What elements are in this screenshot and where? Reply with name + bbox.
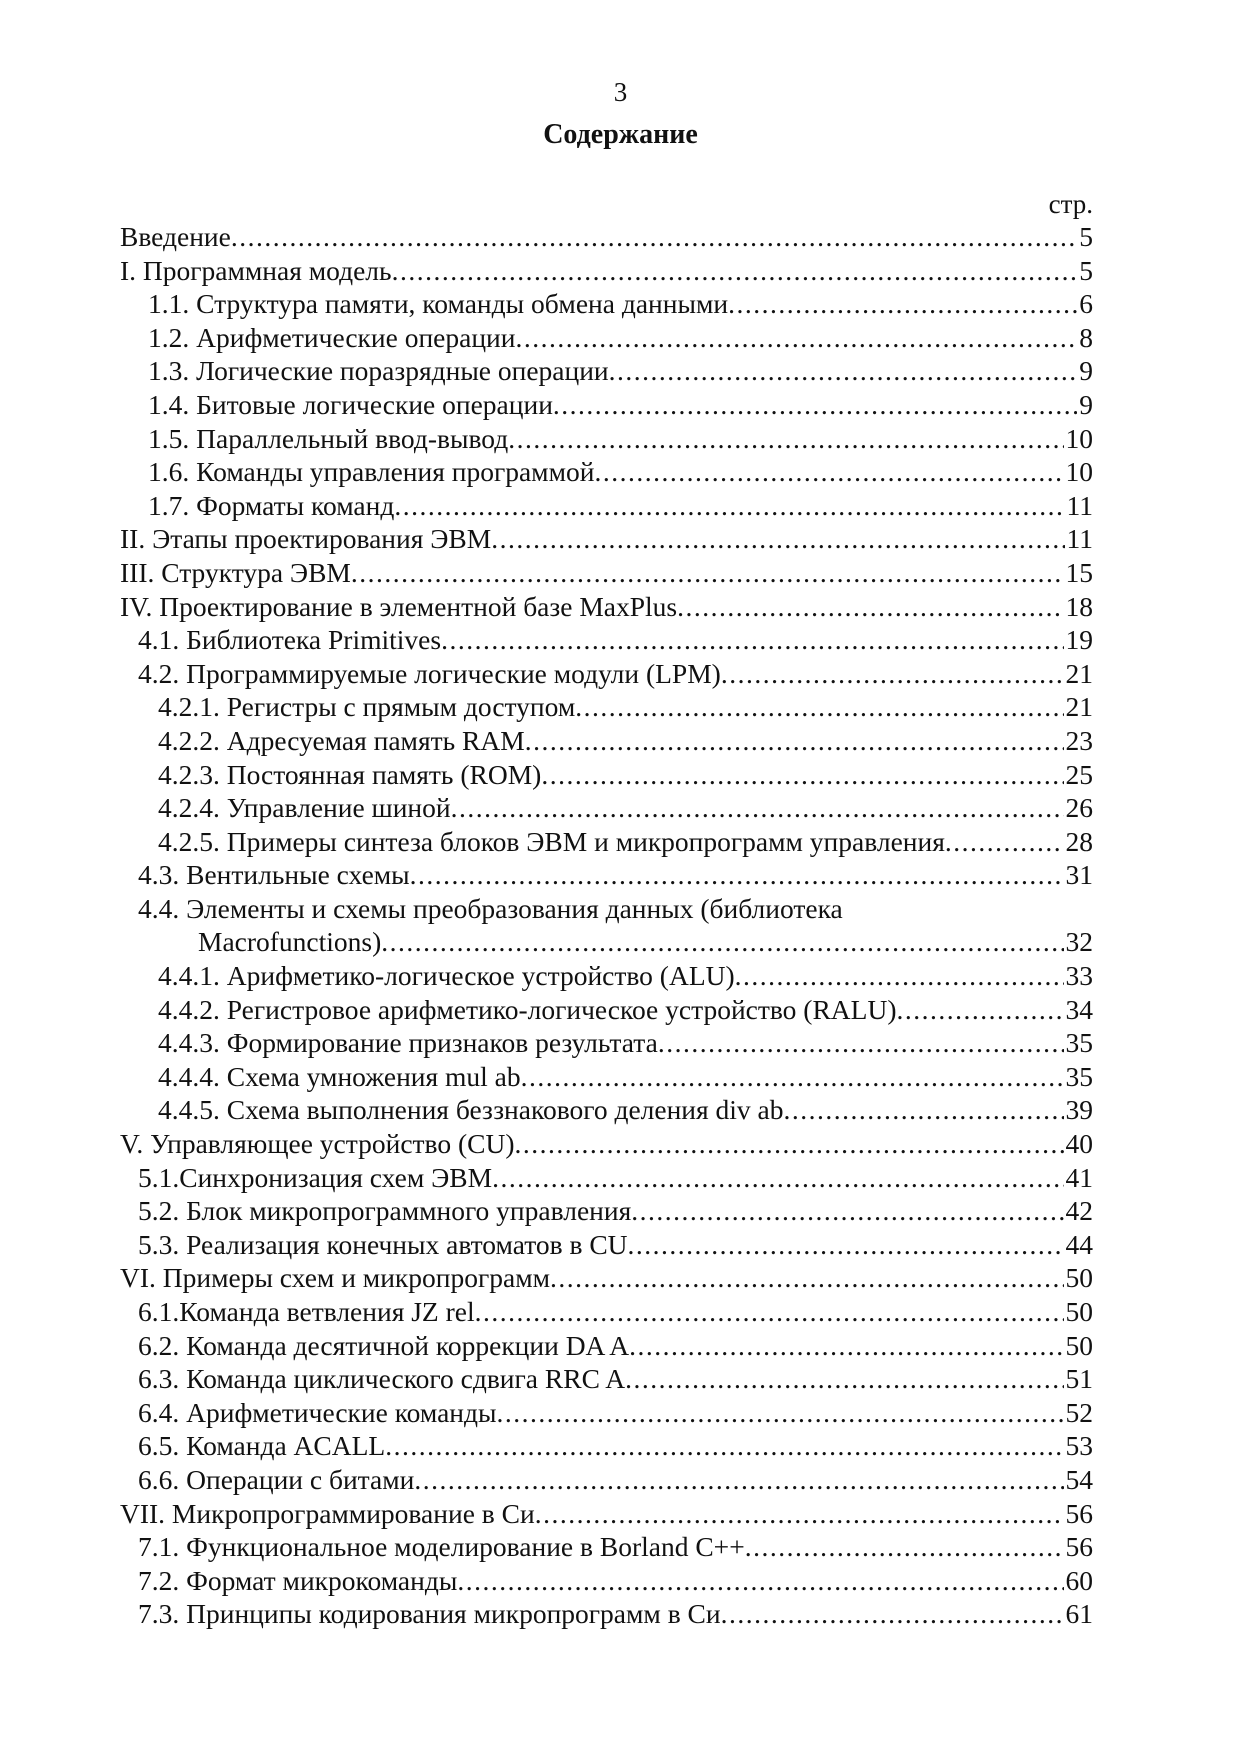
toc-entry-page: 5 [1079,221,1093,252]
toc-entry [0,388,1241,422]
toc-dot-leader [525,724,1064,758]
toc-entry-page: 33 [1065,960,1093,992]
toc-entry-page: 15 [1065,556,1093,588]
toc-entry-page: 41 [1065,1161,1093,1193]
toc-entry [0,1026,1241,1060]
toc-entry-label: 6.2. Команда десятичной коррекции DA A [138,1329,630,1361]
toc-entry-label: Введение [120,221,231,252]
toc-entry-label: 1.4. Битовые логические операции [148,388,553,420]
toc-dot-leader [625,1362,1063,1396]
toc-entry-page: 10 [1065,456,1093,488]
page-number: 3 [613,77,628,107]
toc-entry-label: 4.2. Программируемые логические модули (LPM) [138,657,721,689]
toc-entry-label: V. Управляющее устройство (CU) [120,1128,515,1160]
toc-dot-leader [945,825,1064,859]
toc-dot-leader [514,1127,1063,1161]
toc-dot-leader [394,489,1064,523]
toc-entry-row [158,690,1093,724]
toc-entry [0,1161,1241,1195]
toc-entry-label: I. Программная модель [120,254,392,286]
toc-dot-leader [745,1530,1064,1564]
toc-dot-leader [721,657,1064,691]
toc-entry [0,825,1241,859]
toc-entry-row [158,993,1093,1027]
toc-entry-page: 9 [1079,388,1093,420]
toc-entry-label: IV. Проектирование в элементной базе MaxPlus [120,590,678,622]
toc-entry-row [138,1396,1093,1430]
toc-dot-leader [381,925,1063,959]
toc-entry-row [138,1329,1093,1363]
toc-dot-leader [553,388,1077,422]
toc-entry [0,1127,1241,1161]
toc-dot-leader [550,1261,1063,1295]
toc-dot-leader [541,758,1063,792]
toc-entry-row [138,623,1093,657]
toc-dot-leader [457,1564,1063,1598]
toc-entry-page: 25 [1065,758,1093,790]
toc-entry-label: 1.7. Форматы команд [148,489,395,521]
toc-entry-row [148,455,1093,489]
toc-entry-row [138,1463,1093,1497]
toc-entry [0,1362,1241,1396]
toc-dot-leader [491,522,1064,556]
toc-entry-page: 50 [1065,1262,1093,1294]
toc-entry-row [120,590,1093,624]
toc-entry [0,993,1241,1027]
toc-entry-row [158,791,1093,825]
toc-entry [0,657,1241,691]
toc-dot-leader [784,1093,1064,1127]
toc-entry [0,1597,1241,1631]
toc-entry-page: 50 [1065,1296,1093,1327]
toc-dot-leader [515,321,1077,355]
toc-entry-label: 4.4.1. Арифметико-логическое устройство (ALU) [158,960,735,992]
toc-entry-page: 51 [1065,1363,1093,1395]
toc-entry-label: 4.2.2. Адресуемая память RAM [158,724,525,756]
toc-entry-row [120,1127,1093,1161]
toc-dot-leader [631,1194,1063,1228]
toc-entry-row [138,1362,1093,1396]
toc-entry-row [120,556,1093,590]
toc-entry-page: 44 [1065,1228,1093,1260]
toc-entry-row [148,388,1093,422]
toc-entry [0,321,1241,355]
toc-entry-page: 26 [1065,792,1093,824]
toc-entry-row [148,489,1093,523]
toc-entry-row [138,1295,1093,1329]
toc-entry-label: 4.4.2. Регистровое арифметико-логическое устройство (RALU) [158,993,897,1025]
toc-entry [0,287,1241,321]
toc-entry-page: 9 [1079,355,1093,387]
toc-entry [0,590,1241,624]
toc-entry-label: 6.1.Команда ветвления JZ rel [138,1296,475,1327]
toc-entry-row [158,758,1093,792]
toc-entry [0,892,1241,926]
toc-entry-row [158,724,1093,758]
toc-entry-label: 1.5. Параллельный ввод-вывод [148,422,509,454]
toc-entry [0,422,1241,456]
toc-dot-leader [351,556,1064,590]
toc-entry [0,858,1241,892]
toc-entry-page: 19 [1065,624,1093,656]
toc-entry-label: VI. Примеры схем и микропрограмм [120,1262,551,1294]
toc-entry-page: 52 [1065,1396,1093,1428]
toc-dot-leader [392,254,1078,288]
toc-entry-row [138,1228,1093,1262]
toc-entry-label: 7.1. Функциональное моделирование в Borland C++ [138,1531,745,1563]
toc-entry-label: VII. Микропрограммирование в Си [120,1497,535,1529]
toc-entry-page: 11 [1066,523,1093,555]
toc-dot-leader [497,1396,1064,1430]
toc-entry [0,791,1241,825]
toc-entry-label: 4.1. Библиотека Primitives [138,624,442,656]
toc-entry-row [138,858,1093,892]
toc-entry [0,623,1241,657]
toc-entry [0,959,1241,993]
toc-entry-label: 5.2. Блок микропрограммного управления [138,1195,632,1227]
toc-entry-page: 32 [1065,926,1093,958]
toc-entry-label: 1.3. Логические поразрядные операции [148,355,609,387]
toc-entry-label: 4.4.4. Схема умножения mul ab [158,1060,521,1092]
toc-entry [0,556,1241,590]
toc-entry-page: 60 [1065,1564,1093,1596]
toc-entry [0,1295,1241,1329]
toc-entry [0,489,1241,523]
toc-entry-label: 7.3. Принципы кодирования микропрограмм в Си [138,1598,721,1630]
toc-entry-page: 28 [1065,825,1093,857]
toc-entry [0,254,1241,288]
toc-dot-leader [410,858,1064,892]
toc-entry-page: 5 [1079,254,1093,286]
toc-dot-leader [721,1597,1064,1631]
toc-entry-page: 54 [1065,1463,1093,1495]
toc-entry [0,1564,1241,1598]
toc-entry-row [158,1026,1093,1060]
toc-entry-row [198,925,1093,959]
toc-entry-page: 21 [1065,691,1093,723]
toc-entry-label: 6.6. Операции с битами [138,1463,415,1495]
toc-dot-leader [492,1161,1063,1195]
toc-entry-row [120,1261,1093,1295]
toc-dot-leader [658,1026,1064,1060]
toc-entry-row [148,422,1093,456]
toc-entry-label: 4.3. Вентильные схемы [138,859,410,891]
toc-entry-page: 21 [1065,657,1093,689]
toc-entry-label: 1.1. Структура памяти, команды обмена данными [148,288,729,320]
toc-entry-label: 4.2.5. Примеры синтеза блоков ЭВМ и микропрограмм управления [158,825,945,857]
toc-dot-leader [628,1228,1064,1262]
toc-entry-label: 4.4.5. Схема выполнения беззнакового деления div ab [158,1094,784,1126]
toc-entry-row [138,1161,1093,1195]
toc-dot-leader [385,1429,1063,1463]
toc-entry [0,1329,1241,1363]
toc-entry-row [148,321,1093,355]
toc-dot-leader [629,1329,1063,1363]
toc-entry-page: 31 [1065,859,1093,891]
page-title: Содержание [543,119,698,150]
toc-entry [0,1228,1241,1262]
toc-entry-row [120,522,1093,556]
toc-entry-page: 50 [1065,1329,1093,1361]
toc-entry-row [120,220,1093,254]
toc-entry-label: 7.2. Формат микрокоманды [138,1564,458,1596]
toc-entry-page: 39 [1065,1094,1093,1126]
toc-entry [0,522,1241,556]
toc-dot-leader [535,1497,1064,1531]
toc-entry-label: 4.2.4. Управление шиной [158,792,451,824]
toc-entry-label: II. Этапы проектирования ЭВМ [120,523,492,555]
toc-dot-leader [508,422,1063,456]
toc-dot-leader [414,1463,1063,1497]
toc-dot-leader [735,959,1064,993]
toc-entry-row [148,287,1093,321]
toc-entry [0,1261,1241,1295]
toc-entry-label: 4.2.1. Регистры с прямым доступом [158,691,576,723]
toc-entry-row [120,254,1093,288]
toc-entry-page: 6 [1079,288,1093,320]
toc-entry-label: 5.3. Реализация конечных автоматов в CU [138,1228,628,1260]
toc-entry-page: 23 [1065,724,1093,756]
toc-entry-row [158,1093,1093,1127]
toc-entry [0,724,1241,758]
toc-entry-row [158,959,1093,993]
toc-entry [0,220,1241,254]
toc-dot-leader [897,993,1064,1027]
toc-entry-row [148,354,1093,388]
toc-entry-page: 18 [1065,590,1093,622]
toc-entry [0,1429,1241,1463]
toc-entry [0,455,1241,489]
toc-dot-leader [594,455,1063,489]
toc-entry-label: 4.4.3. Формирование признаков результата [158,1027,658,1059]
toc-entry-page: 56 [1065,1531,1093,1563]
toc-entry [0,925,1241,959]
toc-entry-label: III. Структура ЭВМ [120,556,351,588]
toc-entry-label: 6.3. Команда циклического сдвига RRC A [138,1363,626,1395]
toc-entry-page: 61 [1065,1598,1093,1630]
toc-entry-page: 10 [1065,422,1093,454]
toc-entry-row [120,1497,1093,1531]
toc-entry-label: 4.2.3. Постоянная память (ROM) [158,758,542,790]
toc-dot-leader [609,354,1078,388]
toc-dot-leader [677,590,1063,624]
toc-entry-row [138,1564,1093,1598]
toc-entry [0,1497,1241,1531]
toc-entry-label: Macrofunctions) [198,926,382,958]
toc-entry-page: 35 [1065,1027,1093,1059]
toc-entry [0,1463,1241,1497]
toc-entry-row [138,657,1093,691]
toc-entry [0,1530,1241,1564]
toc-entry [0,1396,1241,1430]
toc-entry-page: 53 [1065,1430,1093,1462]
toc-entry [0,690,1241,724]
toc-entry [0,1060,1241,1094]
toc-dot-leader [728,287,1077,321]
toc-entry-row [138,1194,1093,1228]
toc-entry-page: 34 [1065,993,1093,1025]
toc-entry-label: 6.4. Арифметические команды [138,1396,497,1428]
table-of-contents [0,220,1241,1631]
toc-dot-leader [451,791,1064,825]
toc-entry-page: 35 [1065,1060,1093,1092]
toc-entry-row [138,1530,1093,1564]
toc-entry-row [158,825,1093,859]
toc-entry-page: 56 [1065,1497,1093,1529]
toc-entry [0,758,1241,792]
toc-entry-label: 5.1.Синхронизация схем ЭВМ [138,1161,493,1193]
toc-entry-label: 6.5. Команда ACALL [138,1430,386,1462]
toc-entry [0,1194,1241,1228]
page-column-label: стр. [1048,189,1093,219]
toc-entry-page: 40 [1065,1128,1093,1160]
toc-entry-label: 1.2. Арифметические операции [148,321,516,353]
toc-entry-label: 1.6. Команды управления программой [148,456,595,488]
toc-dot-leader [441,623,1063,657]
toc-entry-row [138,1597,1093,1631]
toc-dot-leader [475,1295,1064,1329]
toc-entry-row [138,1429,1093,1463]
toc-dot-leader [575,690,1063,724]
toc-dot-leader [521,1060,1064,1094]
toc-entry-label: 4.4. Элементы и схемы преобразования данных (библиотека [138,892,843,924]
toc-entry-page: 11 [1066,489,1093,521]
toc-entry [0,354,1241,388]
toc-entry-page: 8 [1079,321,1093,353]
toc-entry-page: 42 [1065,1195,1093,1227]
toc-entry [0,1093,1241,1127]
toc-entry-row [158,1060,1093,1094]
toc-entry-row [138,892,843,926]
toc-dot-leader [231,220,1077,254]
